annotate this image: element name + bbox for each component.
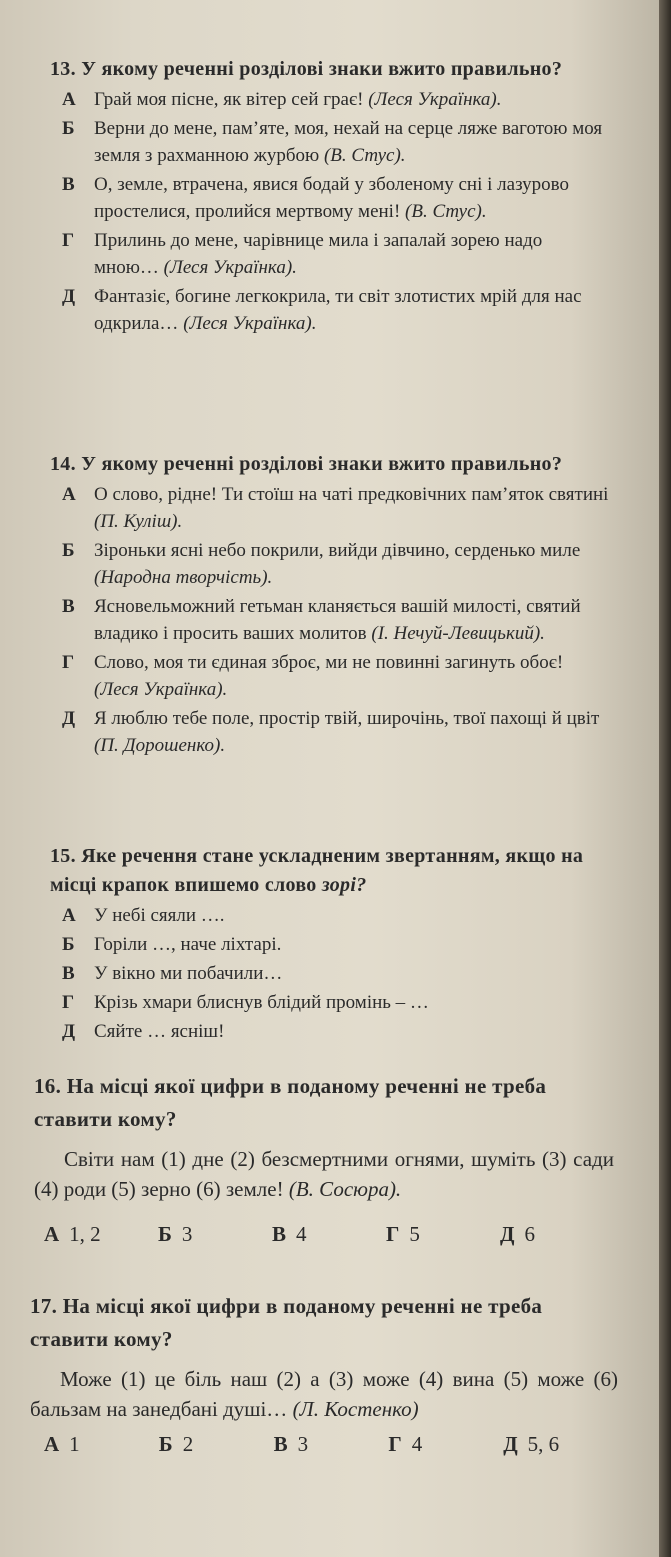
answer-17-v: В 3	[273, 1432, 309, 1456]
option-14-d: Д Я люблю тебе поле, простір твій, широчінь, твої пахощі й цвіт (П. Дорошенко).	[62, 708, 600, 756]
answer-16-v: В 4	[272, 1222, 307, 1246]
question-15-title: 15. Яке речення стане ускладненим звертанням, якщо на місці крапок впишемо слово зорі?	[50, 845, 584, 896]
question-13	[50, 55, 610, 337]
answer-17-d: Д 5, 6	[503, 1432, 560, 1456]
question-17	[30, 1290, 618, 1457]
question-17-title: 17. На місці якої цифри в поданому реченні не треба ставити кому?	[30, 1294, 543, 1351]
option-14-a: А О слово, рідне! Ти стоїш на чаті предковічних пам’яток святині (П. Куліш).	[62, 484, 609, 532]
option-15-d: Д Сяйте … ясніш!	[62, 1021, 225, 1042]
question-16-title: 16. На місці якої цифри в поданому реченні не треба ставити кому?	[34, 1074, 547, 1131]
option-15-h: Г Крізь хмари блиснув блідий промінь – …	[62, 992, 429, 1013]
option-13-b: Б Верни до мене, пам’яте, моя, нехай на серце ляже ваготою моя земля з рахманною журбою (В. Стус).	[62, 118, 603, 166]
answer-17-h: Г 4	[388, 1432, 423, 1456]
option-13-h: Г Прилинь до мене, чарівнице мила і запалай зорею надо мною… (Леся Українка).	[62, 230, 543, 278]
page-edge-shadow	[659, 0, 671, 1557]
option-15-v: В У вікно ми побачили…	[62, 963, 283, 984]
question-17-sentence: Може (1) це біль наш (2) а (3) може (4) вина (5) може (6) бальзам на занедбані душі… (Л. Костенко)	[30, 1367, 618, 1421]
option-15-a: А У небі сяяли ….	[62, 905, 225, 926]
question-16-answers	[44, 1222, 614, 1247]
question-14-title: 14. У якому реченні розділові знаки вжито правильно?	[50, 453, 563, 475]
option-15-b: Б Горіли …, наче ліхтарі.	[62, 934, 282, 955]
option-14-v: В Ясновельможний гетьман кланяється вашій милості, святий владико і просить ваших молитов (І. Нечуй-Левицький).	[62, 596, 581, 644]
option-13-a: А Грай моя пісне, як вітер сей грає! (Леся Українка).	[62, 89, 502, 110]
option-14-b: Б Зіроньки ясні небо покрили, вийди дівчино, серденько миле (Народна творчість).	[62, 540, 581, 588]
answer-17-a: А 1	[44, 1432, 80, 1456]
answer-16-h: Г 5	[386, 1222, 420, 1246]
question-16-sentence: Світи нам (1) дне (2) безсмертними огнями, шуміть (3) сади (4) роди (5) зерно (6) земле! (В. Сосюра).	[34, 1147, 614, 1201]
question-15	[50, 842, 610, 1045]
option-14-h: Г Слово, моя ти єдиная зброє, ми не повинні загинуть обоє! (Леся Українка).	[62, 652, 564, 700]
answer-17-b: Б 2	[158, 1432, 194, 1456]
question-17-answers	[44, 1432, 618, 1457]
question-14	[50, 450, 610, 759]
answer-16-b: Б 3	[158, 1222, 193, 1246]
answer-16-d: Д 6	[500, 1222, 535, 1246]
question-13-title: 13. У якому реченні розділові знаки вжито правильно?	[50, 58, 563, 80]
option-13-d: Д Фантазіє, богине легкокрила, ти світ злотистих мрій для нас одкрила… (Леся Українка).	[62, 286, 582, 334]
option-13-v: В О, земле, втрачена, явися бодай у зболеному сні і лазурово простелися, пролийся мертвому мені! (В. Стус).	[62, 174, 570, 222]
question-16	[34, 1070, 614, 1247]
answer-16-a: А 1, 2	[44, 1222, 101, 1246]
